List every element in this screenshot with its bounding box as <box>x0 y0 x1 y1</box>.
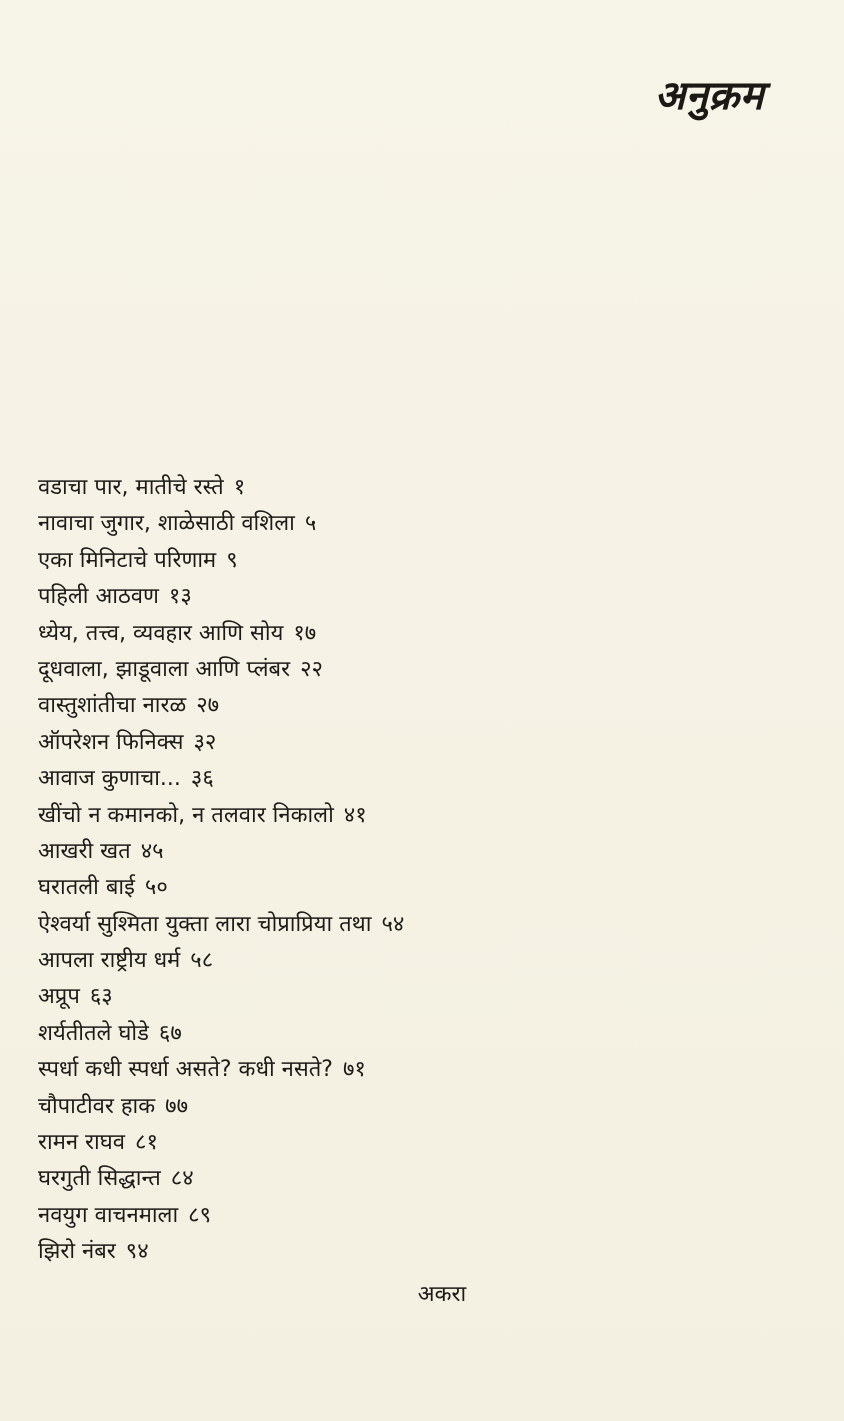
toc-entry <box>38 870 404 906</box>
toc-entry <box>38 1234 404 1270</box>
toc-entry <box>38 652 404 688</box>
toc-entry-page: ८१ <box>135 1130 158 1156</box>
toc-entry <box>38 798 404 834</box>
toc-entry-title: घरगुती सिद्धान्त <box>38 1166 161 1192</box>
toc-entry-page: ८४ <box>170 1166 194 1192</box>
toc-entry-title: ऑपरेशन फिनिक्स <box>38 729 184 755</box>
toc-entry-page: ५४ <box>381 911 405 937</box>
toc-entry-page: ७१ <box>342 1057 366 1083</box>
toc-entry <box>38 907 404 943</box>
toc-entry <box>38 543 404 579</box>
toc-entry <box>38 725 404 761</box>
toc-entry <box>38 688 404 724</box>
toc-entry <box>38 579 404 615</box>
toc-entry-page: ५८ <box>190 948 214 974</box>
toc-entry <box>38 1052 404 1088</box>
toc-entry <box>38 1089 404 1125</box>
toc-entry-page: १३ <box>168 584 192 610</box>
toc-entry-title: झिरो नंबर <box>38 1239 116 1265</box>
toc-entry <box>38 1198 404 1234</box>
toc-entry-title: आवाज कुणाचा... <box>38 766 181 792</box>
toc-entry-title: ऐश्वर्या सुश्मिता युक्ता लारा चोप्राप्रिया तथा <box>38 911 372 937</box>
toc-entry-page: ९४ <box>125 1239 149 1265</box>
toc-entry-page: ३२ <box>193 729 217 755</box>
toc-entry <box>38 761 404 797</box>
toc-entry-title: खींचो न कमानको, न तलवार निकालो <box>38 802 334 828</box>
toc-entry-page: ९ <box>226 547 238 573</box>
toc-entry-title: नवयुग वाचनमाला <box>38 1202 179 1228</box>
toc-entry-page: ४५ <box>140 838 164 864</box>
table-of-contents <box>38 470 404 1271</box>
toc-entry-page: १७ <box>293 620 317 646</box>
toc-entry-page: ५० <box>144 875 168 901</box>
page-number-footer <box>0 1278 844 1308</box>
toc-entry-title: स्पर्धा कधी स्पर्धा असते? कधी नसते? <box>38 1057 333 1083</box>
toc-entry-title: घरातली बाई <box>38 875 135 901</box>
toc-entry-page: ८९ <box>188 1202 212 1228</box>
toc-entry <box>38 470 404 506</box>
toc-entry-page: ७७ <box>165 1093 189 1119</box>
page-title: अनुक्रम <box>654 73 764 119</box>
toc-entry-page: ६३ <box>89 984 113 1010</box>
toc-entry-page: ३६ <box>190 766 214 792</box>
toc-entry-page: ५ <box>304 511 317 537</box>
toc-entry <box>38 506 404 542</box>
toc-entry <box>38 616 404 652</box>
toc-entry-page: ४१ <box>343 802 367 828</box>
toc-entry <box>38 1125 404 1161</box>
toc-entry-title: अप्रूप <box>38 984 80 1010</box>
toc-entry <box>38 943 404 979</box>
toc-entry <box>38 1161 404 1197</box>
toc-entry-title: आखरी खत <box>38 838 131 864</box>
toc-entry-title: वास्तुशांतीचा नारळ <box>38 693 187 719</box>
toc-entry-page: १ <box>233 475 246 500</box>
toc-entry-title: आपला राष्ट्रीय धर्म <box>38 948 181 974</box>
toc-entry-title: दूधवाला, झाडूवाला आणि प्लंबर <box>38 656 291 682</box>
toc-entry <box>38 979 404 1015</box>
toc-entry-page: २२ <box>300 656 323 682</box>
toc-entry-title: नावाचा जुगार, शाळेसाठी वशिला <box>38 511 295 537</box>
page-number: अकरा <box>417 1282 467 1307</box>
toc-entry <box>38 1016 404 1052</box>
toc-entry-title: चौपाटीवर हाक <box>38 1093 156 1119</box>
toc-entry-title: ध्येय, तत्त्व, व्यवहार आणि सोय <box>38 620 284 646</box>
toc-entry-title: रामन राघव <box>38 1130 125 1156</box>
toc-entry-title: एका मिनिटाचे परिणाम <box>38 547 217 573</box>
toc-entry-page: ६७ <box>158 1020 182 1046</box>
toc-entry-title: पहिली आठवण <box>38 584 159 610</box>
toc-entry-page: २७ <box>196 693 220 719</box>
toc-entry <box>38 834 404 870</box>
toc-entry-title: वडाचा पार, मातीचे रस्ते <box>38 475 224 500</box>
toc-entry-title: शर्यतीतले घोडे <box>38 1020 149 1046</box>
